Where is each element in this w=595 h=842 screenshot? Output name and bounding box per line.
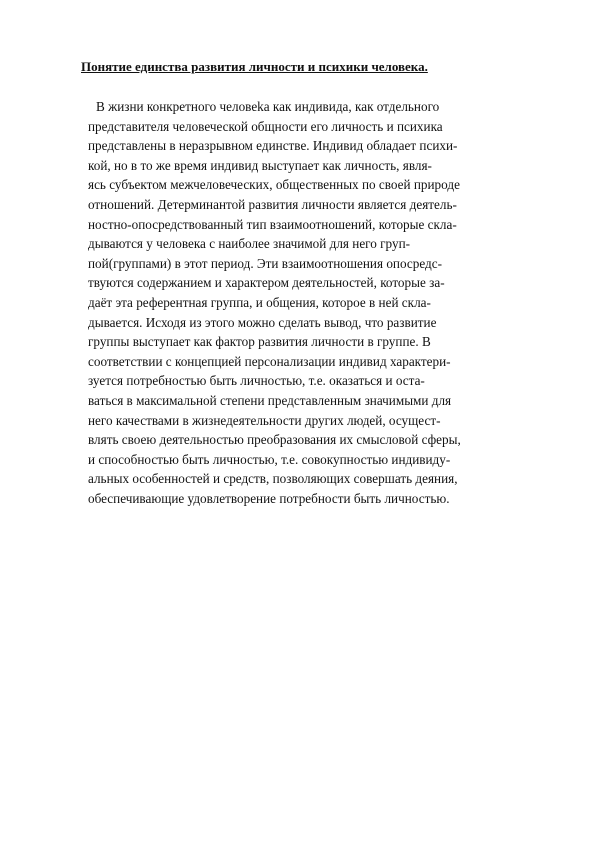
text-line: даёт эта референтная группа, и общения, которое в ней скла- [88,294,431,310]
text-line: зуется потребностью быть личностью, т.е. оказаться и оста- [88,373,425,389]
document-title: Понятие единства развития личности и психики человека. [81,59,428,74]
text-line: и способностью быть личностью, т.е. совокупностью индивиду- [88,451,451,467]
text-line: кой, но в то же время индивид выступает как личность, явля- [88,157,432,173]
text-line: представителя человеческой общности его личность и психика [88,118,443,134]
text-line: него качествами в жизнедеятельности других людей, осущест- [88,412,441,428]
text-line: ностно-опосредствованный тип взаимоотношений, которые скла- [88,216,457,232]
text-line: дываются у человека с наиболее значимой для него груп- [88,236,411,252]
text-line: ваться в максимальной степени представленным значимыми для [88,392,452,408]
document-body [88,97,548,508]
text-line: обеспечивающие удовлетворение потребности быть личностью. [88,490,450,506]
text-line: дывается. Исходя из этого можно сделать вывод, что развитие [88,314,437,330]
text-line: В жизни конкретного человеka как индивида, как отдельного [96,99,440,114]
text-line: группы выступает как фактор развития личности в группе. В [88,334,431,350]
text-line: твуются содержанием и характером деятельностей, которые за- [88,275,445,291]
text-line: соответствии с концепцией персонализации индивид характери- [88,353,451,369]
text-line: альных особенностей и средств, позволяющих совершать деяния, [88,471,458,487]
text-line: представлены в неразрывном единстве. Индивид обладает психи- [88,138,458,154]
text-line: пой(группами) в этот период. Эти взаимоотношения опосредс- [88,255,442,271]
text-line: ясь субъектом межчеловеческих, общественных по своей природе [88,177,460,193]
text-line: влять своею деятельностью преобразования их смысловой сферы, [88,432,461,448]
text-line: отношений. Детерминантой развития личности является деятель- [88,196,457,212]
